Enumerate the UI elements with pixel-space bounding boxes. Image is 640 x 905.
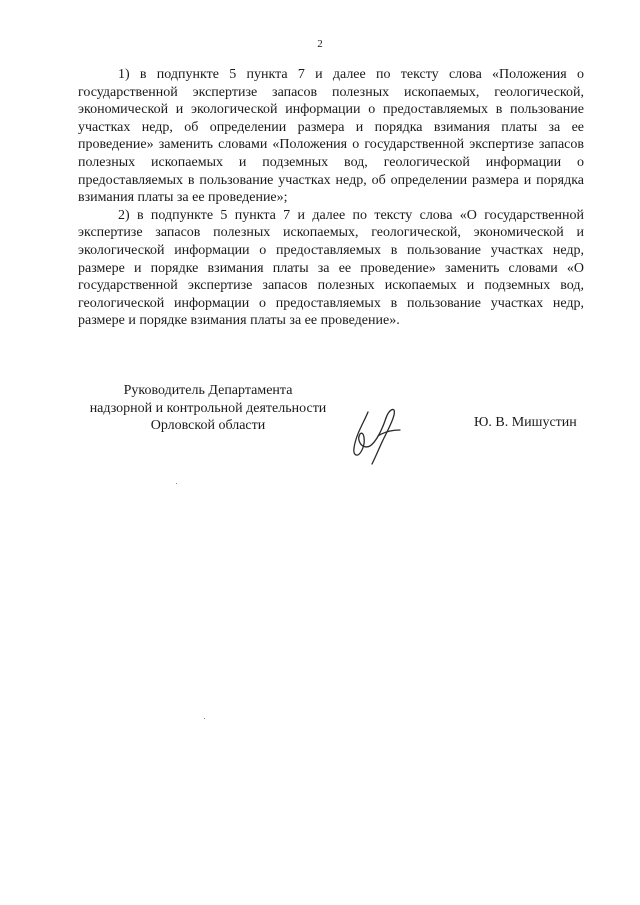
scan-speck	[204, 718, 205, 719]
signatory-position	[76, 382, 340, 435]
position-line-1: Руководитель Департамента	[123, 383, 293, 398]
scan-speck	[176, 483, 177, 484]
position-line-2: надзорной и контрольной деятельности	[89, 400, 327, 416]
page-number: 2	[317, 38, 323, 50]
handwritten-signature	[342, 400, 412, 468]
document-body	[78, 66, 584, 330]
signer-name: Ю. В. Мишустин	[474, 415, 577, 430]
paragraph-2: 2) в подпункте 5 пункта 7 и далее по тексту слова «О государственной экспертизе запасов полезных ископаемых, геологической, экономической и экологической информации о предоставляемых в пользование участках недр, размере и порядке взимания платы за ее проведение» заменить словами «О государственной экспертизе запасов полезных ископаемых и подземных вод, геологической информации о предоставляемых в пользование участках недр, размере и порядке взимания платы за ее проведение».	[78, 207, 584, 329]
position-line-3: Орловской области	[150, 418, 266, 434]
paragraph-1: 1) в подпункте 5 пункта 7 и далее по тексту слова «Положения о государственной экспертизе запасов полезных ископаемых, геологической, экономической и экологической информации о предоставляемых в пользование участках недр, об определении размера и порядка взимания платы за ее проведение» заменить словами «Положения о государственной экспертизе запасов полезных ископаемых и подземных вод, геологической информации о предоставляемых в пользование участках недр, об определении размера и порядка взимания платы за ее проведение»;	[78, 67, 584, 206]
